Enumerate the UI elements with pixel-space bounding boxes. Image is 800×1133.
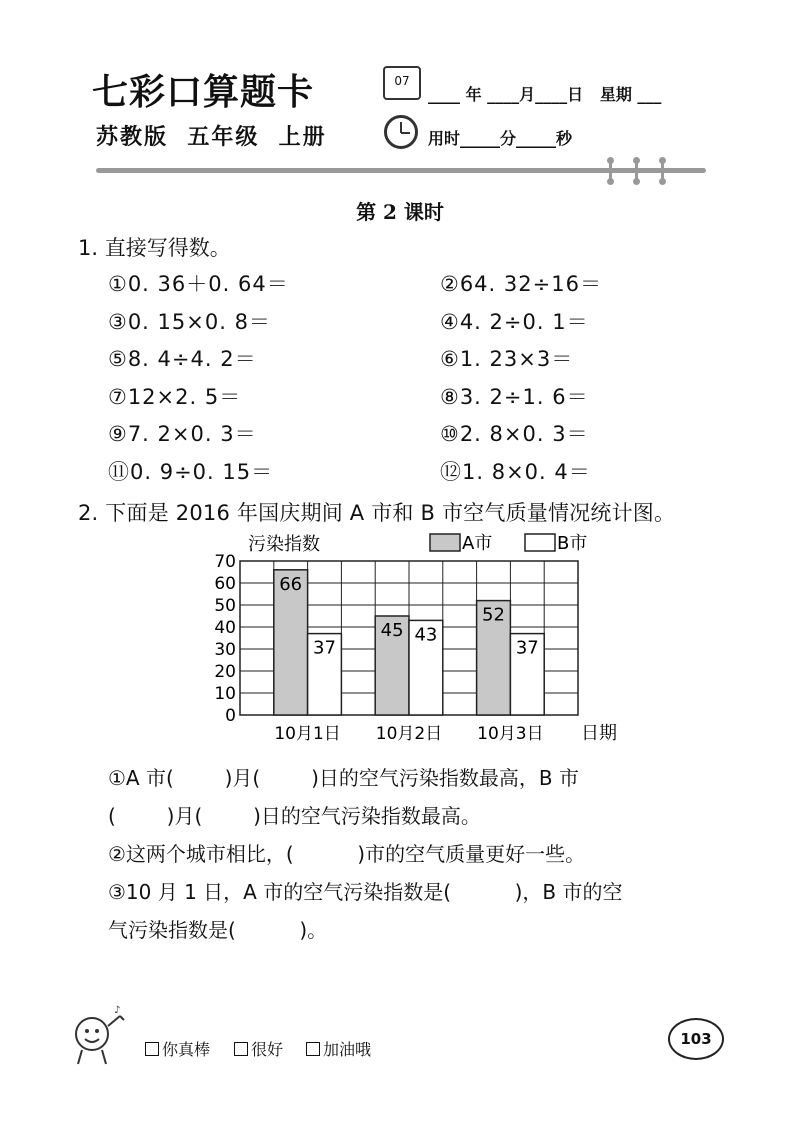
q2-sub2: ②这两个城市相比，( )市的空气质量更好一些。 — [108, 842, 586, 866]
calc-item: ⑨7. 2×0. 3＝ — [108, 422, 257, 446]
calc-item: ④4. 2÷0. 1＝ — [440, 309, 589, 334]
question-2-prompt: 2. 下面是 2016 年国庆期间 A 市和 B 市空气质量情况统计图。 — [78, 501, 676, 525]
header-divider — [96, 168, 706, 173]
clock-icon — [384, 115, 418, 149]
y-tick-label: 20 — [214, 662, 236, 682]
book-subtitle: 苏教版 五年级 上册 — [96, 125, 327, 150]
data-label: 45 — [380, 620, 404, 641]
mascot-icon — [68, 1004, 130, 1068]
y-tick-label: 70 — [214, 552, 236, 572]
data-label: 37 — [313, 637, 336, 659]
x-tick-label: 10月3日 — [477, 724, 544, 744]
divider-ornament — [635, 160, 638, 182]
calc-item: ③0. 15×0. 8＝ — [108, 309, 271, 334]
calendar-icon — [383, 66, 421, 100]
y-tick-label: 60 — [214, 574, 236, 594]
book-title: 七彩口算题卡 — [92, 71, 315, 113]
calc-item: ②64. 32÷16＝ — [440, 272, 602, 296]
y-tick-label: 50 — [214, 596, 236, 616]
checkbox[interactable] — [234, 1042, 248, 1056]
legend-swatch — [525, 534, 555, 551]
q2-sub3-line1: ③10 月 1 日，A 市的空气污染指数是( )，B 市的空 — [108, 880, 623, 904]
y-tick-label: 10 — [214, 684, 236, 704]
q2-sub1-line1: ①A 市( )月( )日的空气污染指数最高，B 市 — [108, 766, 579, 790]
chart-legend — [430, 533, 587, 554]
q2-sub3-line2: 气污染指数是( )。 — [108, 918, 328, 942]
q2-sub1-line2: ( )月( )日的空气污染指数最高。 — [108, 804, 481, 828]
page-number: 103 — [668, 1018, 724, 1060]
lesson-title: 第 2 课时 — [356, 200, 444, 224]
svg-text:♪: ♪ — [114, 1005, 121, 1016]
time-fill-line: 用时_____分_____秒 — [428, 129, 573, 148]
rating-option-keep-going[interactable]: 加油哦 — [306, 1037, 371, 1060]
y-tick-label: 0 — [225, 706, 236, 726]
legend-swatch — [430, 534, 460, 551]
calc-item: ⑫1. 8×0. 4＝ — [440, 459, 591, 484]
data-label: 43 — [414, 624, 438, 646]
divider-ornament — [661, 160, 664, 182]
calc-item: ⑦12×2. 5＝ — [108, 384, 242, 409]
rating-option-great[interactable]: 你真棒 — [145, 1037, 210, 1060]
divider-ornament — [609, 160, 612, 182]
y-tick-label: 40 — [214, 618, 236, 638]
calc-item: ①0. 36＋0. 64＝ — [108, 272, 289, 296]
air-quality-bar-chart — [200, 525, 640, 750]
rating-option-good[interactable]: 很好 — [234, 1037, 283, 1060]
calc-item: ⑥1. 23×3＝ — [440, 347, 574, 371]
x-tick-labels — [274, 724, 543, 744]
calc-item: ⑧3. 2÷1. 6＝ — [440, 384, 589, 409]
y-tick-label: 30 — [214, 640, 236, 660]
date-fill-line: ____ 年 ____月____日 星期 ___ — [428, 85, 662, 104]
x-tick-label: 10月1日 — [274, 724, 341, 744]
data-label: 66 — [279, 573, 303, 595]
y-axis-label: 污染指数 — [248, 534, 320, 555]
calc-item: ⑤8. 4÷4. 2＝ — [108, 347, 257, 371]
calc-item: ⑩2. 8×0. 3＝ — [440, 422, 589, 446]
legend-label: A市 — [462, 533, 493, 554]
checkbox[interactable] — [306, 1042, 320, 1056]
x-axis-label: 日期 — [581, 723, 617, 744]
data-label: 52 — [482, 604, 505, 626]
x-tick-label: 10月2日 — [375, 724, 443, 744]
data-label: 37 — [515, 637, 539, 659]
calc-item: ⑪0. 9÷0. 15＝ — [108, 459, 274, 484]
checkbox[interactable] — [145, 1042, 159, 1056]
question-1-prompt: 1. 直接写得数。 — [78, 236, 231, 260]
y-tick-labels — [214, 552, 236, 726]
legend-label: B市 — [557, 533, 588, 554]
calendar-number: 07 — [394, 74, 410, 88]
